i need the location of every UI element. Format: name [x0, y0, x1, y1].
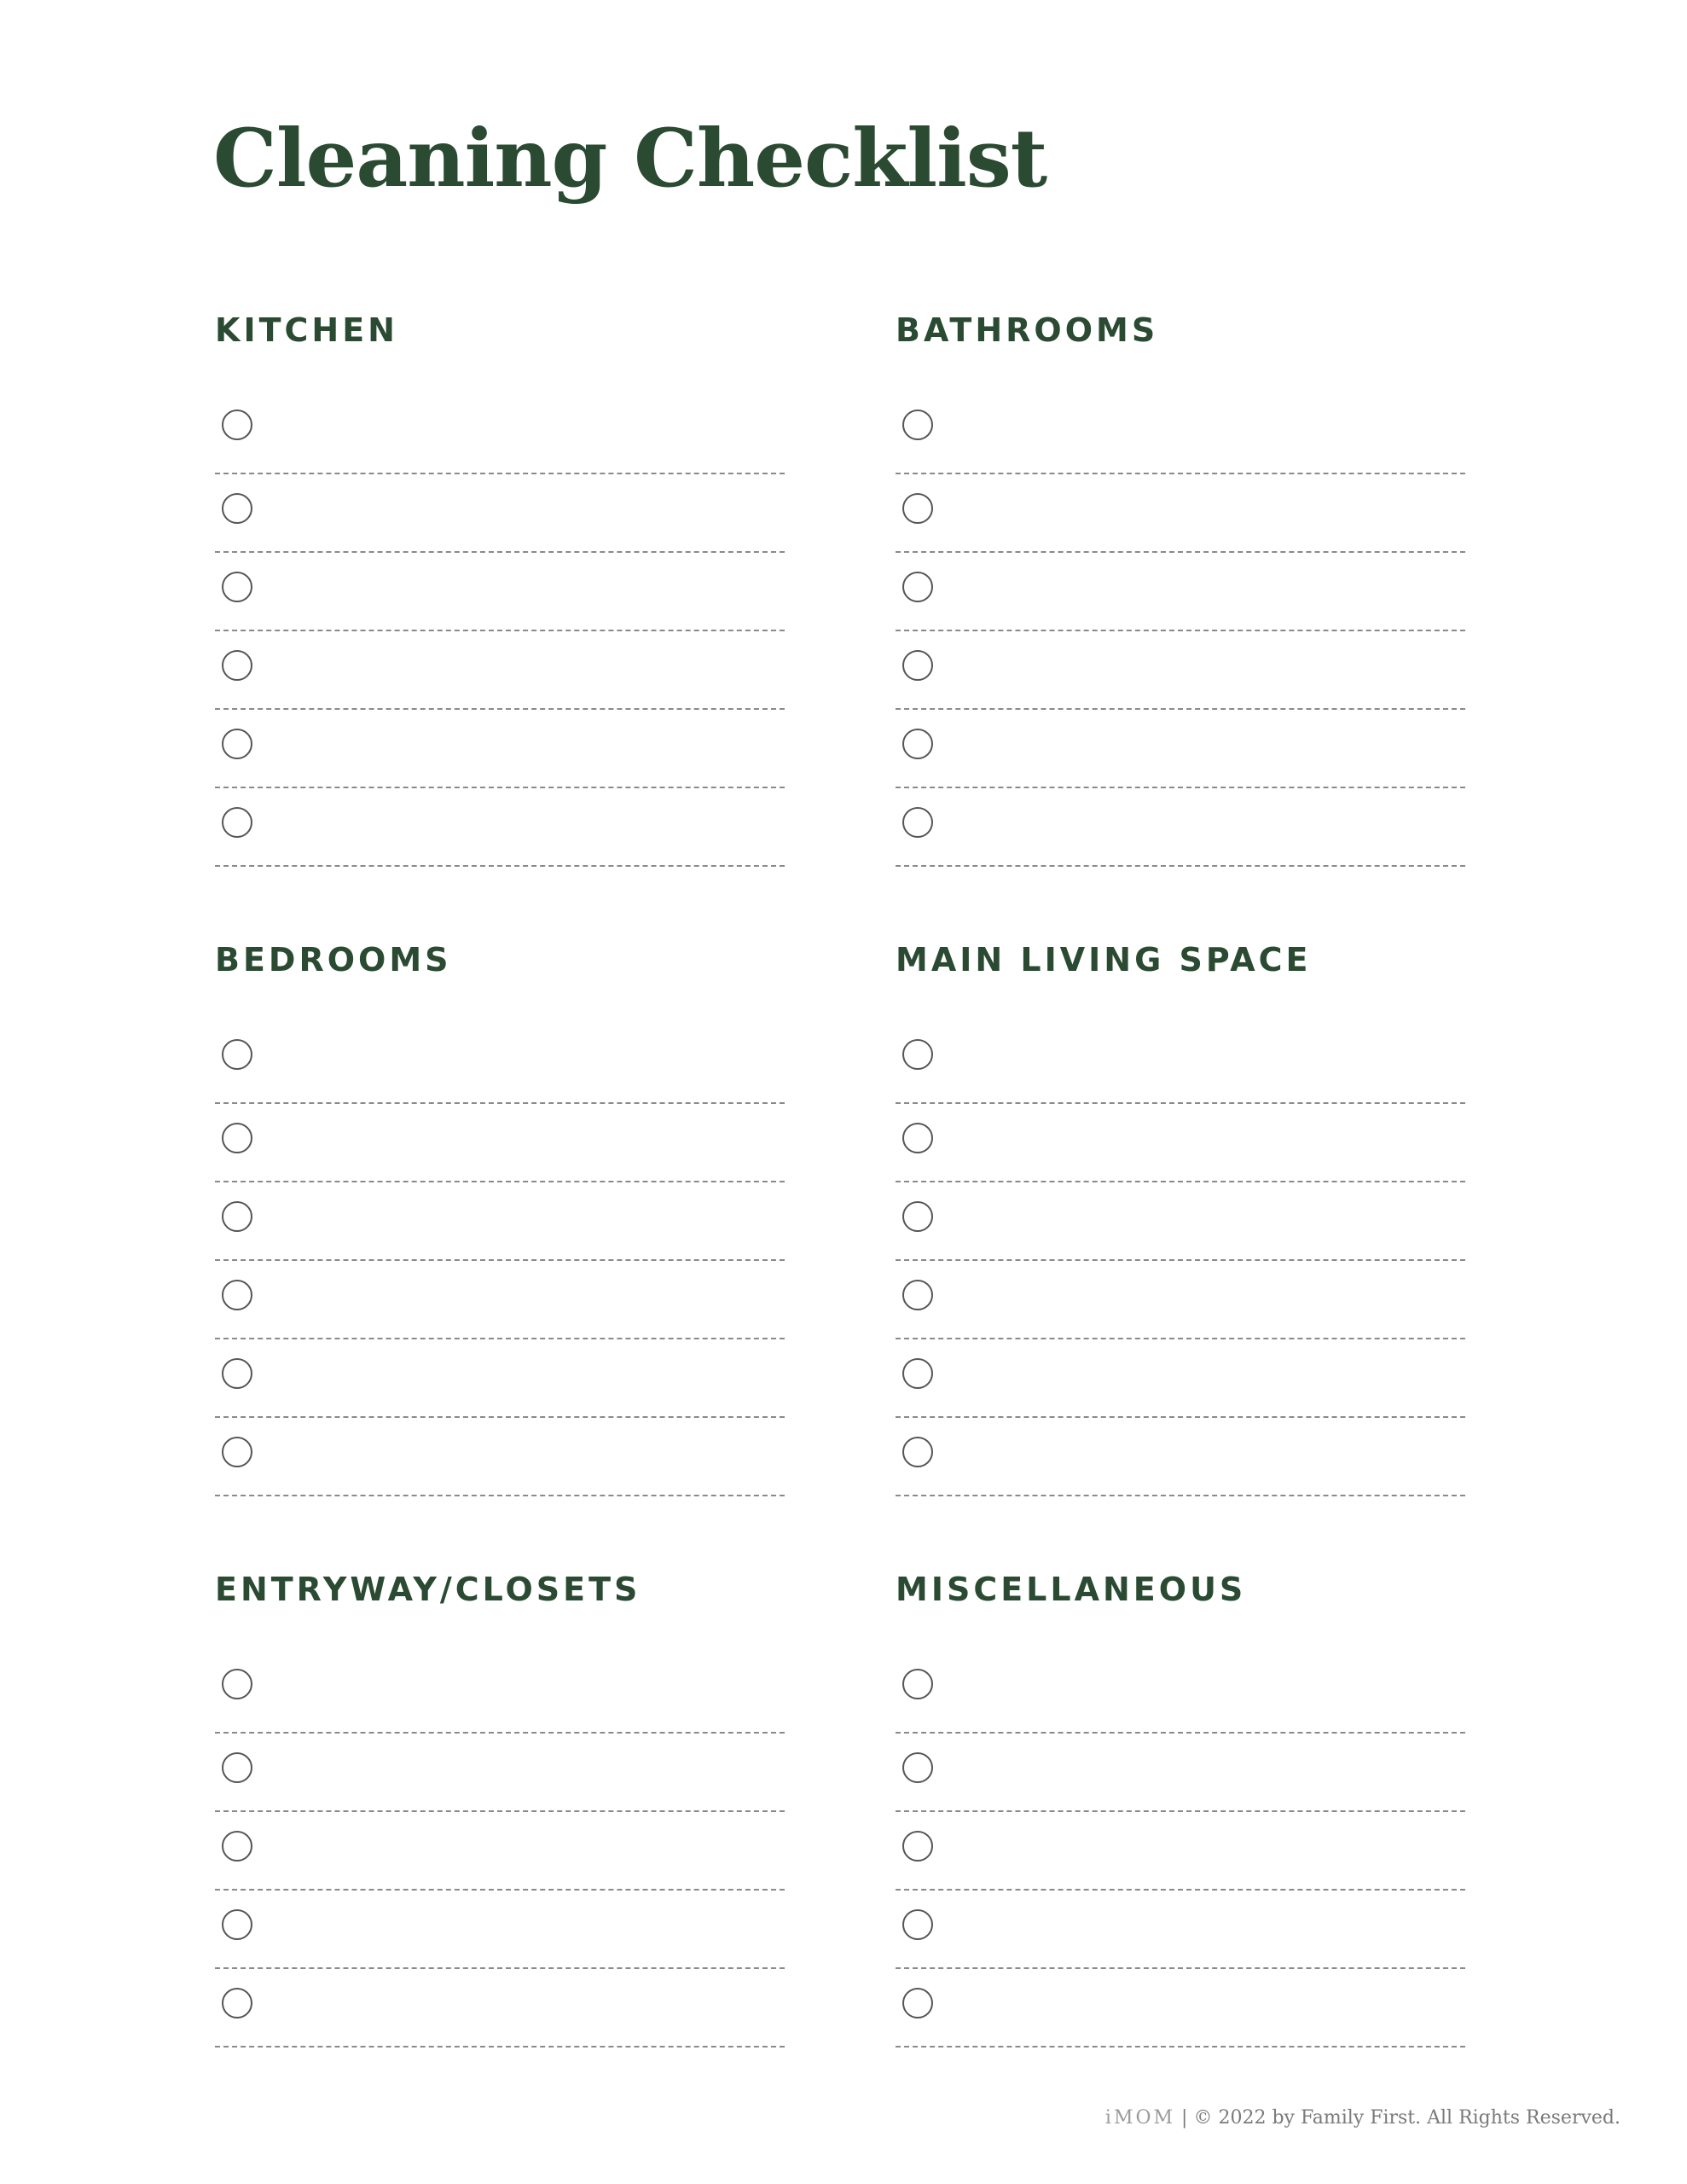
checklist-item: [215, 1734, 785, 1812]
checklist-item: [896, 1104, 1465, 1182]
checkbox-circle-icon[interactable]: [902, 410, 933, 440]
checklist-item: [215, 631, 785, 710]
write-in-line[interactable]: [270, 1203, 785, 1237]
checkbox-circle-icon[interactable]: [222, 1201, 252, 1232]
checklist: [215, 389, 785, 867]
write-in-line[interactable]: [270, 573, 785, 607]
write-in-line[interactable]: [270, 1046, 785, 1080]
checkbox-circle-icon[interactable]: [222, 1039, 252, 1070]
write-in-line[interactable]: [950, 495, 1465, 529]
checklist-item: [215, 1891, 785, 1969]
write-in-line[interactable]: [270, 1911, 785, 1945]
checklist-item: [215, 710, 785, 788]
section-kitchen: [215, 305, 785, 867]
checklist: [896, 389, 1465, 867]
section-entryway-closets: [215, 1565, 785, 2048]
write-in-line[interactable]: [950, 1124, 1465, 1159]
checklist-item: [896, 788, 1465, 867]
footer: [1105, 2107, 1620, 2129]
checklist-item: [896, 1812, 1465, 1891]
checklist-item: [896, 1261, 1465, 1339]
write-in-line[interactable]: [270, 1438, 785, 1472]
checkbox-circle-icon[interactable]: [902, 493, 933, 524]
write-in-line[interactable]: [950, 1676, 1465, 1710]
checkbox-circle-icon[interactable]: [902, 650, 933, 681]
checklist-item: [896, 1891, 1465, 1969]
write-in-line[interactable]: [950, 1281, 1465, 1316]
checklist-item: [215, 389, 785, 474]
write-in-line[interactable]: [270, 1360, 785, 1394]
checkbox-circle-icon[interactable]: [222, 1280, 252, 1310]
checklist-item: [215, 1182, 785, 1261]
checklist-item: [896, 1019, 1465, 1104]
checklist-item: [896, 1734, 1465, 1812]
checkbox-circle-icon[interactable]: [222, 1123, 252, 1153]
checklist: [215, 1648, 785, 2048]
checklist-item: [896, 1182, 1465, 1261]
page-title: Cleaning Checklist: [213, 112, 1047, 206]
checklist-item: [215, 1261, 785, 1339]
section-heading: BATHROOMS: [896, 311, 1159, 349]
checklist-item: [215, 1648, 785, 1734]
checklist-item: [896, 1648, 1465, 1734]
checkbox-circle-icon[interactable]: [902, 1358, 933, 1389]
checklist-item: [215, 553, 785, 631]
checkbox-circle-icon[interactable]: [222, 1831, 252, 1862]
checkbox-circle-icon[interactable]: [902, 1752, 933, 1783]
checkbox-circle-icon[interactable]: [222, 807, 252, 838]
checkbox-circle-icon[interactable]: [902, 1669, 933, 1699]
checklist-item: [896, 710, 1465, 788]
write-in-line[interactable]: [270, 730, 785, 764]
checkbox-circle-icon[interactable]: [222, 1909, 252, 1940]
checkbox-circle-icon[interactable]: [222, 493, 252, 524]
section-main-living-space: [896, 935, 1465, 1496]
write-in-line[interactable]: [950, 573, 1465, 607]
write-in-line[interactable]: [950, 1754, 1465, 1788]
footer-brand: iMOM: [1104, 2107, 1176, 2129]
write-in-line[interactable]: [950, 1911, 1465, 1945]
write-in-line[interactable]: [270, 1989, 785, 2024]
section-heading: KITCHEN: [215, 311, 398, 349]
checkbox-circle-icon[interactable]: [902, 572, 933, 602]
checklist-item: [215, 1019, 785, 1104]
checklist-item: [215, 474, 785, 553]
checklist: [896, 1019, 1465, 1496]
write-in-line[interactable]: [270, 652, 785, 686]
write-in-line[interactable]: [270, 1281, 785, 1316]
checkbox-circle-icon[interactable]: [222, 572, 252, 602]
checklist-item: [896, 1339, 1465, 1418]
checkbox-circle-icon[interactable]: [902, 1988, 933, 2018]
checklist-item: [896, 553, 1465, 631]
checklist-item: [896, 631, 1465, 710]
section-heading: ENTRYWAY/CLOSETS: [215, 1571, 641, 1608]
checklist-item: [896, 474, 1465, 553]
write-in-line[interactable]: [950, 1989, 1465, 2024]
write-in-line[interactable]: [950, 730, 1465, 764]
section-heading: MAIN LIVING SPACE: [896, 941, 1312, 979]
write-in-line[interactable]: [270, 416, 785, 450]
checklist-item: [215, 1104, 785, 1182]
footer-separator: |: [1181, 2107, 1188, 2129]
checklist: [215, 1019, 785, 1496]
checklist: [896, 1648, 1465, 2048]
write-in-line[interactable]: [270, 809, 785, 843]
write-in-line[interactable]: [950, 809, 1465, 843]
write-in-line[interactable]: [270, 1833, 785, 1867]
write-in-line[interactable]: [950, 1438, 1465, 1472]
write-in-line[interactable]: [270, 1676, 785, 1710]
write-in-line[interactable]: [270, 1124, 785, 1159]
checkbox-circle-icon[interactable]: [222, 729, 252, 759]
checkbox-circle-icon[interactable]: [902, 807, 933, 838]
checkbox-circle-icon[interactable]: [902, 1909, 933, 1940]
checkbox-circle-icon[interactable]: [902, 1123, 933, 1153]
write-in-line[interactable]: [950, 1203, 1465, 1237]
checklist-item: [896, 1418, 1465, 1496]
checklist-item: [215, 1418, 785, 1496]
section-heading: BEDROOMS: [215, 941, 452, 979]
checkbox-circle-icon[interactable]: [222, 1358, 252, 1389]
section-miscellaneous: [896, 1565, 1465, 2048]
footer-copyright: © 2022 by Family First. All Rights Reserved.: [1193, 2107, 1620, 2129]
checkbox-circle-icon[interactable]: [222, 410, 252, 440]
checklist-item: [215, 1969, 785, 2048]
checkbox-circle-icon[interactable]: [222, 650, 252, 681]
checklist-item: [215, 1339, 785, 1418]
checkbox-circle-icon[interactable]: [902, 1437, 933, 1467]
write-in-line[interactable]: [950, 652, 1465, 686]
write-in-line[interactable]: [270, 495, 785, 529]
checkbox-circle-icon[interactable]: [902, 1201, 933, 1232]
checkbox-circle-icon[interactable]: [222, 1752, 252, 1783]
checklist-item: [215, 1812, 785, 1891]
checkbox-circle-icon[interactable]: [902, 729, 933, 759]
section-heading: MISCELLANEOUS: [896, 1571, 1247, 1608]
checkbox-circle-icon[interactable]: [222, 1669, 252, 1699]
write-in-line[interactable]: [270, 1754, 785, 1788]
checkbox-circle-icon[interactable]: [902, 1039, 933, 1070]
checkbox-circle-icon[interactable]: [222, 1437, 252, 1467]
checkbox-circle-icon[interactable]: [222, 1988, 252, 2018]
write-in-line[interactable]: [950, 1833, 1465, 1867]
checkbox-circle-icon[interactable]: [902, 1280, 933, 1310]
checklist-item: [896, 1969, 1465, 2048]
section-bedrooms: [215, 935, 785, 1496]
checklist-item: [896, 389, 1465, 474]
write-in-line[interactable]: [950, 416, 1465, 450]
section-bathrooms: [896, 305, 1465, 867]
write-in-line[interactable]: [950, 1046, 1465, 1080]
write-in-line[interactable]: [950, 1360, 1465, 1394]
checklist-item: [215, 788, 785, 867]
checkbox-circle-icon[interactable]: [902, 1831, 933, 1862]
